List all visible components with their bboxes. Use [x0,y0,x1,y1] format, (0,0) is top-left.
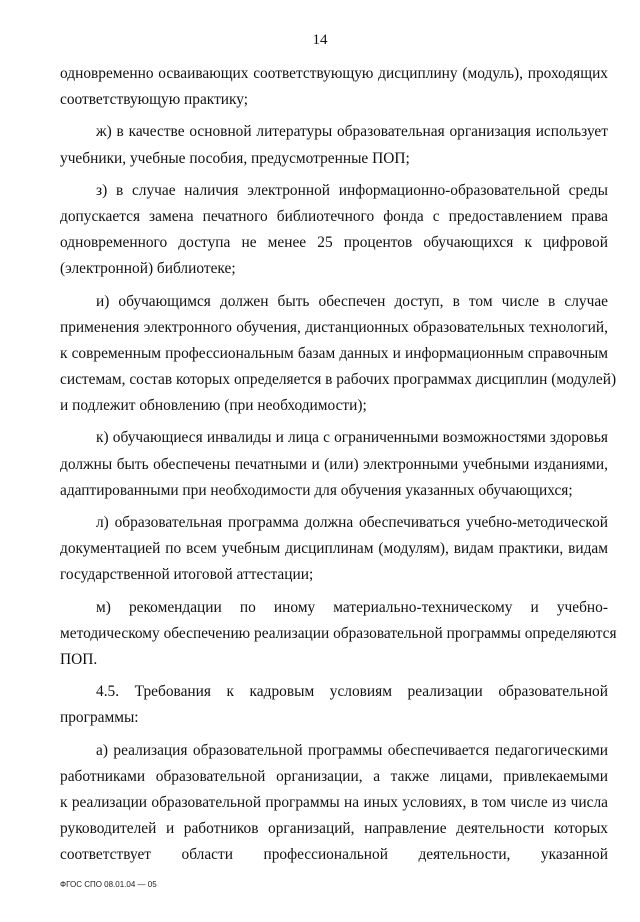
text-line: применения электронного обучения, дистанционных образовательных технологий, [60,318,608,336]
text-line: руководителей и работников организаций, направление деятельности которых [60,820,608,838]
text-line: з) в случае наличия электронной информационно-образовательной среды [96,181,608,199]
text-line: системам, состав которых определяется в рабочих программах дисциплин (модулей) [60,371,617,389]
text-line: соответствующую практику; [60,91,249,109]
text-line: документацией по всем учебным дисциплинам (модулям), видам практики, видам [60,540,608,558]
text-line: ж) в качестве основной литературы образовательная организация использует [96,123,608,141]
text-line: ПОП. [60,650,98,668]
paragraph [60,61,608,113]
text-line: одновременно осваивающих соответствующую дисциплину (модуль), проходящих [60,65,608,82]
text-line: 4.5. Требования к кадровым условиям реализации образовательной [96,683,608,701]
text-line: методическому обеспечению реализации образовательной программы определяются [60,624,617,642]
text-line: и) обучающимся должен быть обеспечен доступ, в том числе в случае [96,292,608,310]
paragraph [60,595,617,674]
text-line: допускается замена печатного библиотечного фонда с предоставлением права [60,207,608,225]
text-line: должны быть обеспечены печатными и (или) электронными учебными изданиями, [60,455,608,473]
text-line: к) обучающиеся инвалиды и лица с ограниченными возможностями здоровья [96,429,608,447]
text-line: программы: [60,709,139,727]
text-line: учебники, учебные пособия, предусмотренные ПОП; [60,149,410,167]
paragraph [60,178,608,283]
text-line: и подлежит обновлению (при необходимости); [60,397,367,415]
body-text [60,61,617,874]
page-number: 14 [312,32,328,48]
text-line: государственной итоговой аттестации; [60,566,314,584]
paragraph [60,679,608,731]
text-line: соответствует области профессиональной деятельности, указанной [60,846,608,864]
paragraph [60,289,617,420]
paragraph [60,738,608,869]
text-line: л) образовательная программа должна обеспечиваться учебно-методической [96,514,608,531]
paragraph [60,510,608,589]
text-line: одновременного доступа не менее 25 процентов обучающихся к цифровой [60,234,608,252]
text-line: (электронной) библиотеке; [60,260,236,278]
paragraph [60,119,608,171]
paragraph [60,425,608,504]
text-line: м) рекомендации по иному материально-техническому и учебно- [96,598,608,616]
text-line: адаптированными при необходимости для обучения указанных обучающихся; [60,481,573,499]
text-line: работниками образовательной организации, а также лицами, привлекаемыми [60,767,608,785]
text-line: к реализации образовательной программы на иных условиях, в том числе из числа [60,793,608,811]
text-line: а) реализация образовательной программы обеспечивается педагогическими [96,741,608,759]
footer-label: ФГОС СПО 08.01.04 — 05 [60,880,157,889]
text-line: к современным профессиональным базам данных и информационным справочным [60,344,608,362]
